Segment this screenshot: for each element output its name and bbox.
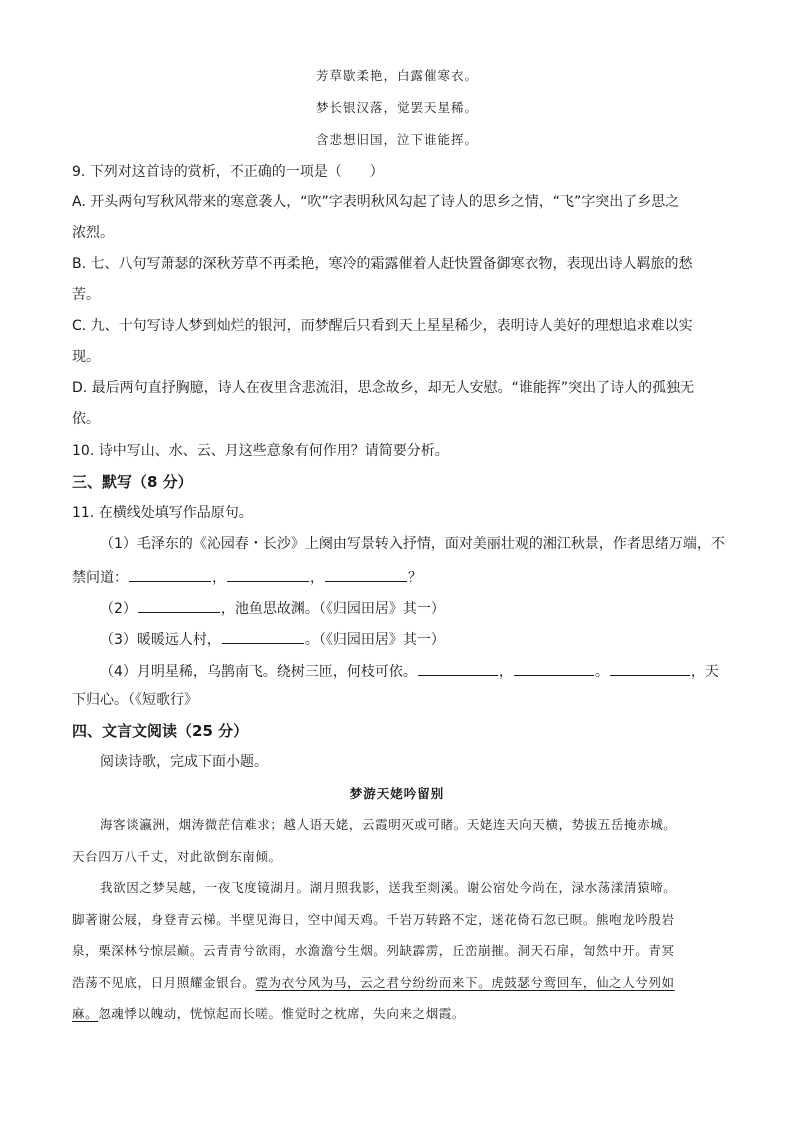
poem-title: 梦游天姥吟留别: [349, 786, 445, 801]
comma: ，: [310, 570, 324, 586]
q11-item4-line1: [100, 660, 719, 682]
answer-blank[interactable]: [129, 566, 211, 582]
item2-prefix: （2）: [100, 601, 137, 617]
passage-line-4: 脚著谢公屐，身登青云梯。半壁见海日，空中闻天鸡。千岩万转路不定，迷花倚石忽已暝。熊咆龙吟殷岩: [72, 912, 675, 927]
q11-item3: [100, 628, 445, 650]
answer-blank[interactable]: [514, 660, 594, 676]
comma: ，: [498, 664, 513, 680]
comma: ，: [212, 570, 226, 586]
item2-suffix: ，池鱼思故渊。（《归园田居》其一）: [220, 601, 445, 617]
q11-stem: 11. 在横线处填写作品原句。: [72, 505, 253, 521]
q11-item2: [100, 597, 445, 619]
passage-line-7: [72, 1004, 465, 1024]
q9-option-c-line1: C. 九、十句写诗人梦到灿烂的银河，而梦醒后只看到天上星星稀少，表明诗人美好的理想追求难以实: [72, 318, 693, 334]
q9-option-a-line1: A. 开头两句写秋风带来的寒意袭人，“吹”字表明秋风勾起了诗人的思乡之情，“飞”字突出了乡思之: [72, 194, 680, 210]
passage-line-2: 天台四万八千丈，对此欲倒东南倾。: [72, 849, 282, 864]
answer-blank[interactable]: [418, 660, 498, 676]
answer-blank[interactable]: [138, 597, 220, 613]
passage-line-3: 我欲因之梦吴越，一夜飞度镜湖月。湖月照我影，送我至剡溪。谢公宿处今尚在，渌水荡漾清猿啼。: [100, 880, 677, 895]
passage-line-1: 海客谈瀛洲，烟涛微茫信难求；越人语天姥，云霞明灭或可睹。天姥连天向天横，势拔五岳掩赤城。: [100, 817, 677, 832]
q11-item1-line2: [72, 566, 422, 588]
period: 。: [594, 664, 609, 680]
underlined-sentence: 霓为衣兮风为马，云之君兮纷纷而来下。虎鼓瑟兮鸾回车，仙之人兮列如: [255, 975, 675, 990]
passage-line-5: 泉，栗深林兮惊层巅。云青青兮欲雨，水澹澹兮生烟。列缺霹雳，丘峦崩摧。洞天石扉，訇然中开。青冥: [72, 943, 675, 958]
question-mark: ？: [408, 570, 422, 586]
q9-option-c-line2: 现。: [72, 349, 100, 365]
underlined-sentence-end: 麻。: [72, 1006, 99, 1021]
q9-option-b-line2: 苦。: [72, 287, 100, 303]
section3-heading: 三、默写（8 分）: [72, 473, 193, 491]
section4-heading: 四、文言文阅读（25 分）: [72, 722, 249, 740]
q9-option-d-line2: 依。: [72, 411, 100, 427]
answer-blank[interactable]: [325, 566, 407, 582]
item4-prefix: （4）月明星稀，乌鹊南飞。绕树三匝，何枝可依。: [100, 664, 417, 680]
poem-line-1: 芳草歇柔艳，白露催寒衣。: [315, 68, 478, 83]
section4-instruction: 阅读诗歌，完成下面小题。: [100, 754, 268, 770]
q10-stem: 10. 诗中写山、水、云、月这些意象有何作用？请简要分析。: [72, 443, 449, 459]
q9-option-a-line2: 浓烈。: [72, 225, 114, 241]
answer-blank[interactable]: [610, 660, 690, 676]
passage-plain-text: 忽魂悸以魄动，恍惊起而长嗟。惟觉时之枕席，失向来之烟霞。: [98, 1006, 466, 1021]
q11-item1-line1: （1）毛泽东的《沁园春・长沙》上阕由写景转入抒情，面对美丽壮观的湘江秋景，作者思绪万端，不: [100, 536, 725, 552]
item1-prefix: 禁问道：: [72, 570, 128, 586]
passage-plain-text: 浩荡不见底，日月照耀金银台。: [72, 975, 256, 990]
poem-line-3: 含悲想旧国，泣下谁能挥。: [315, 132, 478, 147]
q9-option-b-line1: B. 七、八句写萧瑟的深秋芳草不再柔艳，寒冷的霜露催着人赶快置备御寒衣物，表现出诗人羁旅的愁: [72, 256, 693, 272]
passage-line-6: [72, 973, 675, 993]
q9-option-d-line1: D. 最后两句直抒胸臆，诗人在夜里含悲流泪，思念故乡，却无人安慰。“谁能挥”突出了诗人的孤独无: [72, 380, 695, 396]
item3-prefix: （3）暖暖远人村，: [100, 632, 221, 648]
item3-suffix: 。（《归园田居》其一）: [304, 632, 445, 648]
q11-item4-line2: 下归心。（《短歌行》: [72, 692, 198, 708]
answer-blank[interactable]: [222, 628, 304, 644]
poem-line-2: 梦长银汉落，觉罢天星稀。: [315, 100, 478, 115]
q9-stem: 9. 下列对这首诗的赏析，不正确的一项是（ ）: [72, 164, 384, 180]
answer-blank[interactable]: [227, 566, 309, 582]
item4-tail: ，天: [690, 664, 719, 680]
